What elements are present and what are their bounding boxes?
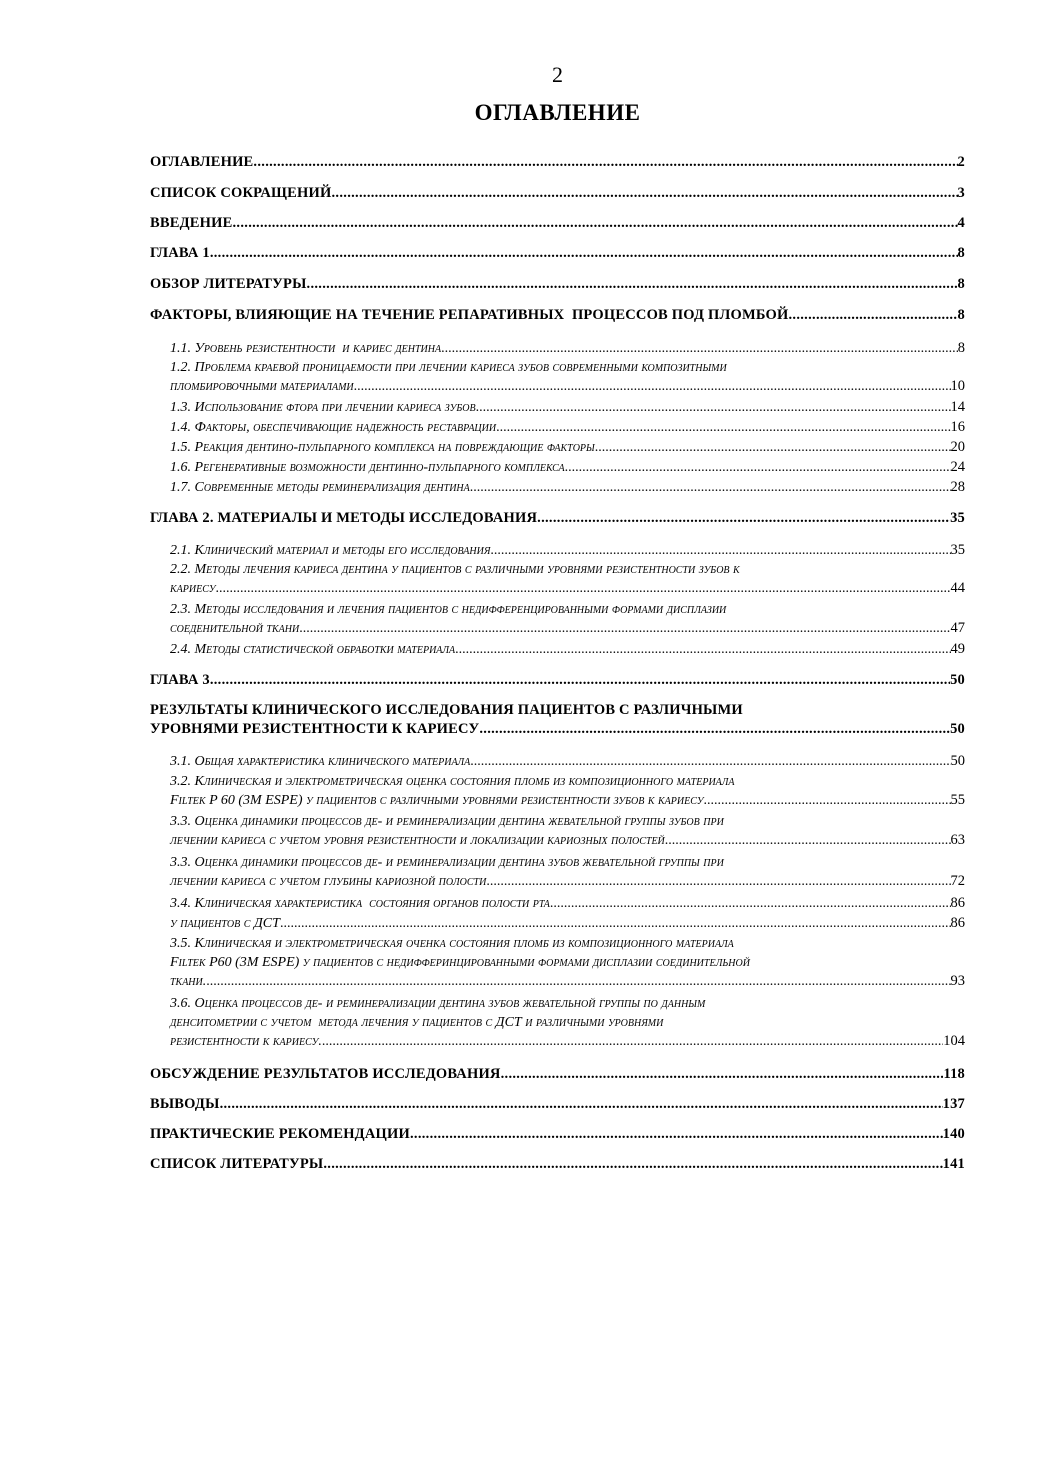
toc-entry-page: 10 <box>950 378 965 394</box>
toc-entry-literature-review[interactable] <box>150 276 965 293</box>
toc-leader <box>470 752 950 771</box>
toc-entry-abbreviations[interactable] <box>150 185 965 202</box>
toc-subentry-1-4[interactable] <box>170 418 965 437</box>
toc-entry-page: 50 <box>950 753 965 769</box>
toc-entry-title: лечении кариеса с учетом уровня резистентности и локализации кариозных полостей <box>170 833 665 848</box>
toc-entry-page: 8 <box>957 245 965 261</box>
toc-entry-references[interactable] <box>150 1156 965 1173</box>
toc-entry-title-line: РЕЗУЛЬТАТЫ КЛИНИЧЕСКОГО ИССЛЕДОВАНИЯ ПАЦИЕНТОВ С РАЗЛИЧНЫМИ <box>150 702 743 718</box>
toc-entry-introduction[interactable] <box>150 215 965 232</box>
toc-entry-page: 16 <box>950 419 965 435</box>
toc-entry-title: у пациентов с ДСТ <box>170 916 280 931</box>
toc-entry-chapter-1[interactable] <box>150 245 965 262</box>
toc-subentry-3-4-dst[interactable] <box>170 914 965 933</box>
toc-subentry-3-6[interactable] <box>170 994 965 1051</box>
toc-subentry-3-1[interactable] <box>170 752 965 771</box>
toc-leader <box>788 307 957 324</box>
toc-entry-page: 47 <box>950 620 965 636</box>
toc-entry-page: 63 <box>950 832 965 848</box>
toc-subentry-1-3[interactable] <box>170 398 965 417</box>
toc-entry-title-line: денситометрии с учетом метода лечения у пациентов с ДСТ и различными уровнями <box>170 1015 664 1030</box>
toc-entry-contents[interactable] <box>150 154 965 171</box>
toc-leader <box>253 154 957 171</box>
toc-entry-title: ГЛАВА 3 <box>150 672 210 688</box>
toc-entry-page: 8 <box>957 340 965 356</box>
toc-entry-page: 55 <box>950 792 965 808</box>
toc-leader <box>210 672 950 689</box>
toc-leader <box>206 972 950 991</box>
toc-subentry-1-2[interactable] <box>170 358 965 396</box>
toc-entry-page: 4 <box>957 215 965 231</box>
toc-entry-conclusions[interactable] <box>150 1096 965 1113</box>
toc-entry-page: 44 <box>950 580 965 596</box>
toc-entry-title: СПИСОК СОКРАЩЕНИЙ <box>150 185 332 201</box>
toc-leader <box>233 215 958 232</box>
toc-entry-page: 3 <box>957 185 965 201</box>
toc-entry-recommendations[interactable] <box>150 1126 965 1143</box>
toc-entry-title-line: 3.3. Оценка динамики процессов де- и реминерализации дентина зубов жевательной группы при <box>170 855 724 870</box>
toc-subentry-2-3[interactable] <box>170 600 965 638</box>
toc-entry-title: 3.4. Клиническая характеристика состояния органов полости рта <box>170 896 550 911</box>
toc-entry-page: 86 <box>950 895 965 911</box>
toc-entry-title: ГЛАВА 2. МАТЕРИАЛЫ И МЕТОДЫ ИССЛЕДОВАНИЯ <box>150 510 538 526</box>
toc-subentry-2-4[interactable] <box>170 640 965 659</box>
toc-entry-page: 104 <box>943 1033 965 1049</box>
toc-entry-page: 8 <box>957 276 965 292</box>
toc-entry-page: 49 <box>950 641 965 657</box>
toc-subentry-1-5[interactable] <box>170 438 965 457</box>
toc-leader <box>332 185 958 202</box>
toc-leader <box>550 894 951 913</box>
toc-subentry-3-3a[interactable] <box>170 812 965 850</box>
toc-entry-title: ВВЕДЕНИЕ <box>150 215 233 231</box>
toc-entry-discussion[interactable] <box>150 1066 965 1083</box>
toc-entry-title: 3.1. Общая характеристика клинического материала <box>170 754 471 769</box>
toc-leader <box>307 276 958 293</box>
toc-entry-title: ПРАКТИЧЕСКИЕ РЕКОМЕНДАЦИИ <box>150 1126 410 1142</box>
toc-entry-title: СПИСОК ЛИТЕРАТУРЫ <box>150 1156 324 1172</box>
toc-leader <box>496 418 950 437</box>
toc-entry-title: пломбировочными материалами <box>170 379 354 394</box>
toc-entry-title: кариесу <box>170 581 216 596</box>
toc-subentry-2-1[interactable] <box>170 541 965 560</box>
toc-entry-title: ОБЗОР ЛИТЕРАТУРЫ <box>150 276 307 292</box>
toc-subentry-3-4[interactable] <box>170 894 965 913</box>
toc-leader <box>323 1156 942 1173</box>
toc-entry-page: 2 <box>957 154 965 170</box>
toc-entry-title: Filtek P 60 (3M ESPE) у пациентов с различными уровнями резистентности зубов к кариесу <box>170 793 704 808</box>
toc-entry-page: 93 <box>950 973 965 989</box>
toc-subentry-1-6[interactable] <box>170 458 965 477</box>
toc-subentry-3-3b[interactable] <box>170 853 965 891</box>
toc-entry-title-line: 2.3. Методы исследования и лечения пациентов с недифференцированными формами дисплазии <box>170 602 727 617</box>
toc-entry-chapter-3[interactable] <box>150 672 965 689</box>
toc-leader <box>410 1126 943 1143</box>
toc-entry-page: 140 <box>942 1126 965 1142</box>
toc-entry-page: 35 <box>950 542 965 558</box>
toc-entry-page: 141 <box>942 1156 965 1172</box>
toc-entry-factors[interactable] <box>150 307 965 324</box>
toc-entry-title-line: 3.5. Клиническая и электрометрическая оченка состояния пломб из композиционного материала <box>170 936 734 951</box>
toc-entry-page: 20 <box>950 439 965 455</box>
page-number: 2 <box>552 62 563 87</box>
toc-entry-title-line: 3.6. Оценка процессов де- и реминерализации дентина зубов жевательной группы по данным <box>170 996 706 1011</box>
toc-entry-title: ФАКТОРЫ, ВЛИЯЮЩИЕ НА ТЕЧЕНИЕ РЕПАРАТИВНЫХ ПРОЦЕССОВ ПОД ПЛОМБОЙ <box>150 307 789 323</box>
toc-entry-title-line: 3.2. Клиническая и электрометрическая оценка состояния пломб из композиционного материала <box>170 774 735 789</box>
toc-leader <box>322 1032 943 1051</box>
toc-entry-title: лечении кариеса с учетом глубины кариозной полости <box>170 874 487 889</box>
toc-entry-title: 1.3. Использование фтора при лечении кариеса зубов <box>170 400 476 415</box>
toc-entry-page: 50 <box>950 721 965 737</box>
toc-entry-title: 1.4. Факторы, обеспечивающие надежность реставрации <box>170 420 497 435</box>
toc-entry-title: резистентности к кариесу. <box>170 1034 322 1049</box>
toc-leader <box>479 721 950 738</box>
toc-entry-title: ОБСУЖДЕНИЕ РЕЗУЛЬТАТОВ ИССЛЕДОВАНИЯ <box>150 1066 501 1082</box>
toc-leader <box>537 510 950 527</box>
toc-leader <box>665 831 951 850</box>
toc-entry-page: 50 <box>950 672 965 688</box>
toc-entry-page: 137 <box>942 1096 965 1112</box>
toc-entry-page: 72 <box>950 873 965 889</box>
toc-leader <box>455 640 950 659</box>
toc-leader <box>595 438 951 457</box>
toc-entry-title: 2.4. Методы статистической обработки материала <box>170 642 456 657</box>
toc-leader <box>215 579 950 598</box>
toc-entry-title: 1.7. Современные методы реминерализация дентина <box>170 480 470 495</box>
toc-leader <box>565 458 951 477</box>
toc-heading: ОГЛАВЛЕНИЕ <box>474 100 641 125</box>
toc-subentry-1-1[interactable] <box>170 339 965 358</box>
toc-subentry-1-7[interactable] <box>170 478 965 497</box>
toc-entry-page: 86 <box>950 915 965 931</box>
toc-leader <box>299 619 950 638</box>
toc-entry-title: 2.1. Клинический материал и методы его исследования <box>170 543 491 558</box>
toc-entry-title-line: 1.2. Проблема краевой проницаемости при лечении кариеса зубов современными композитными <box>170 360 727 375</box>
toc-leader <box>210 245 958 262</box>
toc-subentry-3-5[interactable] <box>170 934 965 991</box>
toc-entry-title: ВЫВОДЫ <box>150 1096 220 1112</box>
toc-entry-title: ОГЛАВЛЕНИЕ <box>150 154 254 170</box>
toc-entry-page: 118 <box>943 1066 965 1082</box>
toc-leader <box>476 398 951 417</box>
toc-entry-title-line: 2.2. Методы лечения кариеса дентина у пациентов с различными уровнями резистентности зубов к <box>170 562 740 577</box>
toc-entry-page: 35 <box>950 510 965 526</box>
toc-entry-title-line: Filtek P60 (3M ESPE) у пациентов с недифферинцированными формами дисплазии соединительной <box>170 955 750 970</box>
toc-entry-results[interactable] <box>150 702 965 738</box>
toc-leader <box>501 1066 944 1083</box>
toc-entry-title: соеденительной ткани <box>170 621 300 636</box>
toc-entry-chapter-2[interactable] <box>150 510 965 527</box>
toc-entry-title: 1.6. Регенеративные возможности дентинно-пульпарного комплекса <box>170 460 565 475</box>
toc-entry-title-line: 3.3. Оценка динамики процессов де- и реминерализации дентина жевательной группы зубов при <box>170 814 724 829</box>
toc-entry-title: 1.5. Реакция дентино-пульпарного комплекса на повреждающие факторы <box>170 440 595 455</box>
toc-subentry-2-2[interactable] <box>170 560 965 598</box>
toc-entry-title: УРОВНЯМИ РЕЗИСТЕНТНОСТИ К КАРИЕСУ <box>150 721 480 737</box>
toc-leader <box>441 339 958 358</box>
toc-entry-page: 14 <box>950 399 965 415</box>
toc-entry-title: 1.1. Уровень резистентности и кариес дентина <box>170 341 442 356</box>
toc-entry-page: 24 <box>950 459 965 475</box>
toc-entry-title: ГЛАВА 1 <box>150 245 210 261</box>
toc-entry-page: 8 <box>957 307 965 323</box>
toc-leader <box>280 914 951 933</box>
toc-leader <box>490 541 950 560</box>
toc-leader <box>354 377 951 396</box>
toc-entry-page: 28 <box>950 479 965 495</box>
toc-leader <box>470 478 951 497</box>
toc-entry-title: ткани. <box>170 974 207 989</box>
toc-leader <box>220 1096 943 1113</box>
toc-leader <box>486 872 950 891</box>
toc-subentry-3-2[interactable] <box>170 772 965 810</box>
toc-leader <box>703 791 950 810</box>
